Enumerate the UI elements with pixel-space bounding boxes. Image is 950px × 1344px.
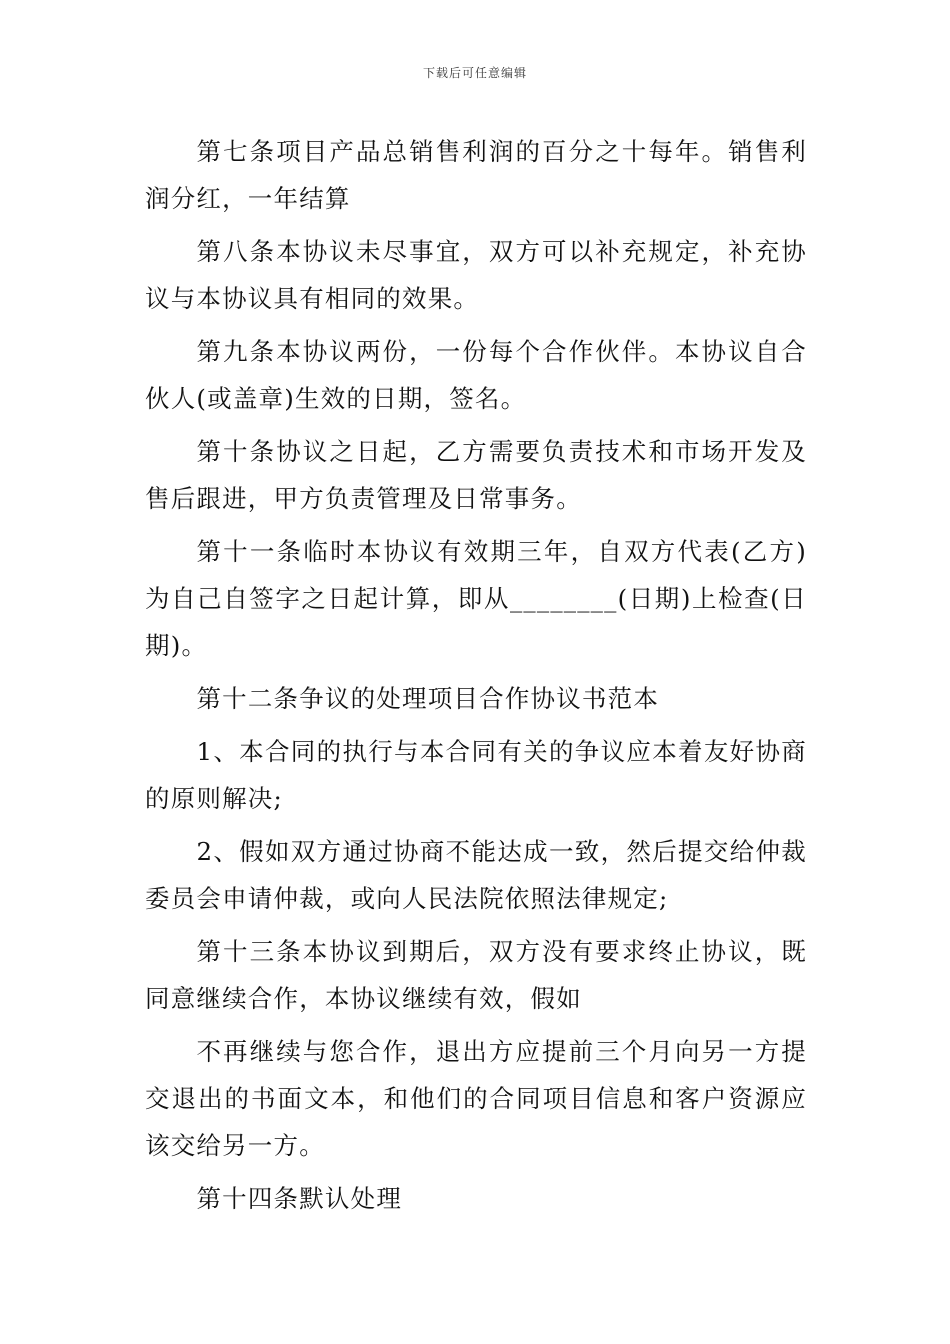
article-12-heading: 第十二条争议的处理项目合作协议书范本 <box>196 684 660 713</box>
article-9-paragraph: 第九条本协议两份，一份每个合作伙伴。本协议自合伙人(或盖章)生效的日期，签名。 <box>145 337 807 413</box>
article-13-continuation: 不再继续与您合作，退出方应提前三个月向另一方提交退出的书面文本，和他们的合同项目信息和客户资源应该交给另一方。 <box>145 1037 807 1160</box>
article-11-paragraph: 第十一条临时本协议有效期三年，自双方代表(乙方)为自己自签字之日起计算，即从________(日期)上检查(日期)。 <box>145 537 807 660</box>
header-note: 下载后可任意编辑 <box>422 66 527 80</box>
dispute-clause-1: 1、本合同的执行与本合同有关的争议应本着友好协商的原则解决; <box>145 737 807 813</box>
document-body <box>145 128 807 1228</box>
article-13-paragraph: 第十三条本协议到期后，双方没有要求终止协议，既同意继续合作，本协议继续有效，假如 <box>145 937 807 1013</box>
article-8-paragraph: 第八条本协议未尽事宜，双方可以补充规定，补充协议与本协议具有相同的效果。 <box>145 237 807 313</box>
article-14-heading: 第十四条默认处理 <box>196 1184 403 1213</box>
article-7-paragraph: 第七条项目产品总销售利润的百分之十每年。销售利润分红，一年结算 <box>145 137 807 213</box>
article-10-paragraph: 第十条协议之日起，乙方需要负责技术和市场开发及售后跟进，甲方负责管理及日常事务。 <box>145 437 807 513</box>
dispute-clause-2: 2、假如双方通过协商不能达成一致，然后提交给仲裁委员会申请仲裁，或向人民法院依照法律规定; <box>145 837 807 913</box>
